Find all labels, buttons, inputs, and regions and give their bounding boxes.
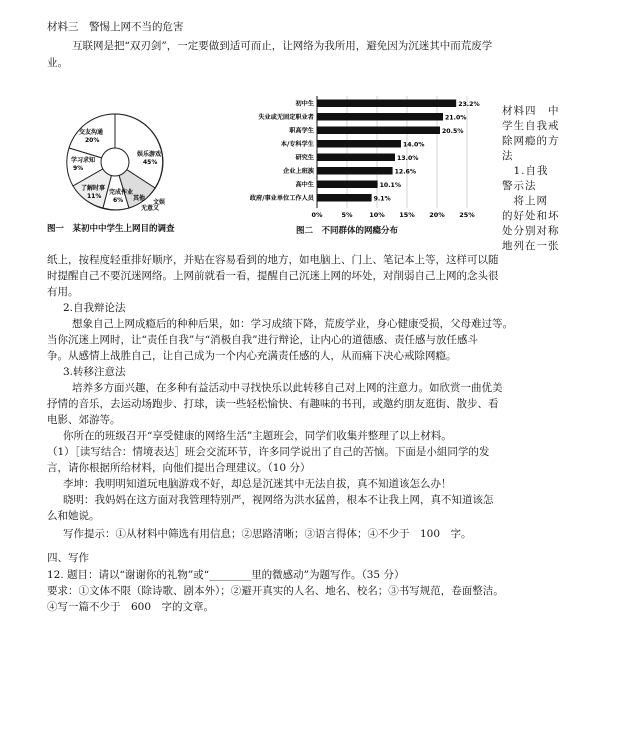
- bar-category-label: 失业或无固定职业者: [258, 114, 314, 121]
- bar: [317, 100, 456, 108]
- material4-side-line: 处分别对称: [502, 225, 560, 237]
- bar: [317, 194, 372, 202]
- material4-side-line: 的好处和坏: [502, 210, 560, 222]
- bar: [317, 167, 393, 175]
- task-intro: 你所在的班级召开“享受健康的网络生活”主题班会，同学们收集并整理了以上材料。: [63, 430, 452, 442]
- bar-value-label: 12.6%: [394, 168, 417, 176]
- method3-title: 3.转移注意法: [63, 366, 126, 378]
- material4-cont-line3: 有用。: [47, 286, 79, 298]
- pie-pct-homework: 6%: [113, 197, 124, 204]
- bar-xtick-label: 10%: [369, 211, 385, 219]
- pie-pct-study: 9%: [73, 165, 84, 172]
- method3-line2: 抒情的音乐，去运动场跑步、打球，读一些轻松愉快、有趣味的书刊，或邀约朋友逛街、散步、看: [47, 398, 499, 410]
- method3-line3: 电影、郊游等。: [47, 414, 121, 426]
- pie-ring-label-2: 文娱: [153, 199, 166, 206]
- section-writing-title: 四、写作: [47, 552, 89, 564]
- bar-category-label: 研究生: [295, 154, 314, 162]
- method2-title: 2.自我辩论法: [63, 302, 126, 314]
- student-xiao-ming-line2: 么和她说。: [47, 510, 100, 522]
- bar-value-label: 13.0%: [397, 155, 419, 162]
- pie-label-other: 其他: [133, 195, 146, 202]
- bar: [317, 113, 443, 121]
- question1-line2: 言，请你根据所给材料，向他们提出合理建议。（10 分）: [47, 462, 311, 474]
- bar-value-label: 14.0%: [403, 141, 425, 149]
- material3-para-line2: 业。: [47, 57, 68, 69]
- bar-xtick-label: 25%: [459, 211, 475, 219]
- pie-pct-news: 11%: [87, 193, 102, 200]
- figure1-pie-chart: [55, 100, 215, 220]
- bar-xtick-label: 15%: [399, 211, 415, 219]
- bar-value-label: 9.1%: [373, 195, 391, 203]
- method2-line2: 当你沉迷上网时，让“责任自我”与“消极自我”进行辩论，让内心的道德感、责任感与放任感斗: [47, 334, 478, 346]
- bar-value-label: 10.1%: [379, 182, 402, 189]
- bar-category-label: 高中生: [295, 181, 314, 189]
- bar: [317, 181, 378, 189]
- material4-side-line: 学生自我戒: [502, 120, 560, 132]
- bar-xtick-label: 20%: [429, 211, 445, 219]
- bar: [317, 127, 440, 135]
- question1-line1: （1）［读写结合：情境表达］班会交流环节，许多同学说出了自己的苦恼。下面是小組同学的发: [47, 446, 490, 458]
- method3-line1: 培养多方面兴趣，在多种有益活动中寻找快乐以此转移自己对上网的注意力。如欣赏一曲优美: [72, 382, 503, 394]
- bar-value-label: 21.0%: [445, 114, 467, 122]
- material4-cont-line2: 时提醒自己不要沉迷网络。上网前就看一看，提醒自己沉迷上网的坏处，对削弱自己上网的念头很: [47, 270, 499, 282]
- material4-side-line: 法: [502, 150, 514, 162]
- material4-side-line: 材料四 中: [502, 105, 560, 117]
- material4-side-line: 警示法: [502, 180, 537, 192]
- pie-pct-game: 45%: [143, 159, 158, 166]
- pie-label-study: 学习求知: [71, 157, 96, 164]
- figure2-caption: 图二 不同群体的网瘾分布: [296, 226, 399, 236]
- method2-line3: 争。从感情上战胜自己，让自己成为一个内心充满责任感的人，从而痛下决心戒除网瘾。: [47, 350, 457, 362]
- material4-side-line: 1.自我: [502, 165, 549, 177]
- bar-category-label: 政府/事业单位工作人员: [249, 195, 314, 202]
- pie-label-homework: 完成作业: [109, 189, 134, 196]
- writing-requirements-line2: ④写一篇不少于 600 字的文章。: [47, 601, 215, 613]
- question12: 12. 题目：请以“谢谢你的礼物”或“________里的微感动”为题写作。（35 分）: [47, 569, 405, 581]
- writing-requirements-line1: 要求：①文体不限（除诗歌、剧本外）；②避开真实的人名、地名、校名；③书写规范，卷面整洁。: [47, 585, 504, 597]
- bar-xtick-label: 5%: [341, 211, 353, 219]
- material4-side-line: 将上网: [502, 195, 548, 207]
- pie-ring-label-1: 无意义: [141, 205, 160, 212]
- figure2-bar-chart: [205, 92, 495, 222]
- writing-hint: 写作提示：①从材料中筛选有用信息；②思路清晰；③语言得体；④不少于 100 字。: [63, 528, 472, 540]
- figure1-caption: 图一 某初中中学生上网目的调查: [47, 224, 175, 234]
- student-xiao-ming-line1: 晓明：我妈妈在这方面对我管理特别严，视网络为洪水猛兽，根本不让我上网，真不知道该怎: [63, 494, 494, 506]
- material4-side-line: 地列在一张: [502, 240, 560, 252]
- pie-label-news: 了解时事: [81, 185, 106, 192]
- material4-side-line: 除网瘾的方: [502, 135, 560, 147]
- bar-xtick-label: 0%: [311, 211, 323, 219]
- method2-line1: 想象自己上网成瘾后的种种后果，如：学习成绩下降，荒废学业，身心健康受损，父母难过等。: [72, 318, 513, 330]
- pie-label-friends: 交友沟通: [79, 129, 104, 136]
- bar: [317, 140, 401, 148]
- student-li-kun: 李坤：我明明知道玩电脑游戏不好，却总是沉迷其中无法自拔，真不知道该怎么办！: [63, 478, 452, 490]
- bar-category-label: 职高学生: [289, 127, 314, 135]
- bar-value-label: 20.5%: [442, 128, 464, 135]
- material3-para-line1: 互联网是把“双刃剑”，一定要做到适可而止，让网络为我所用，避免因为沉迷其中而荒废学: [72, 40, 493, 52]
- pie-pct-friends: 20%: [85, 137, 100, 144]
- bar-category-label: 本/专科学生: [280, 141, 314, 148]
- material4-cont-line1: 纸上，按程度轻重排好顺序，并贴在容易看到的地方，如电脑上、门上、笔记本上等，这样可以随: [47, 254, 499, 266]
- pie-label-game: 娱乐游戏: [137, 151, 162, 158]
- material3-title: 材料三 警惕上网不当的危害: [47, 21, 184, 33]
- material4-side-column: [502, 104, 574, 254]
- bar: [317, 154, 395, 162]
- bar-value-label: 23.2%: [458, 101, 480, 108]
- bar-category-label: 企业上班族: [283, 168, 314, 175]
- bar-category-label: 初中生: [295, 100, 314, 108]
